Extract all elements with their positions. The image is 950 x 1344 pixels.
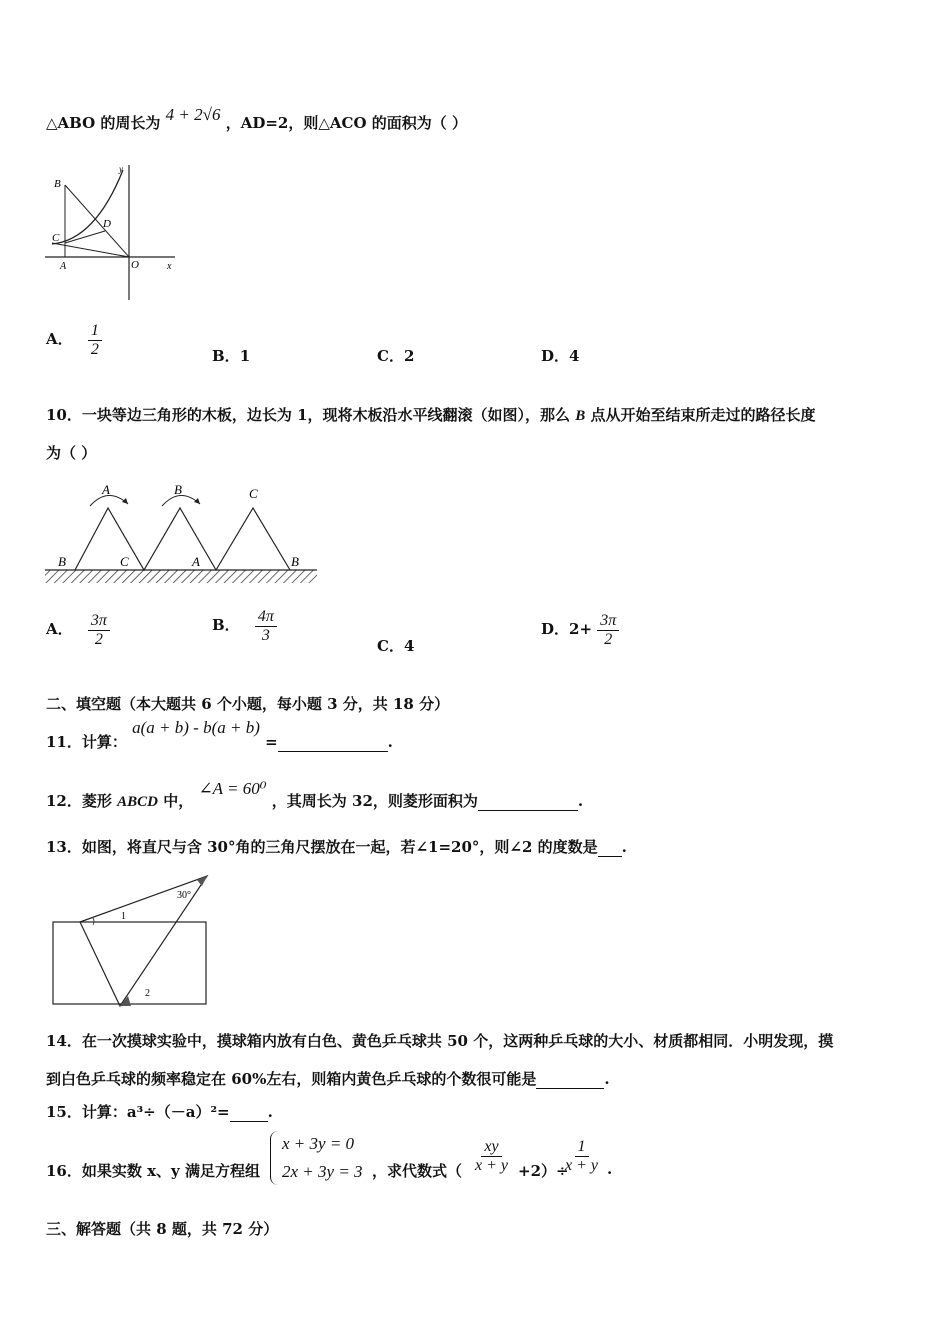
numerator: 3π (597, 612, 619, 631)
triangle-peaks (75, 508, 290, 570)
q9-suffix: ，AD=2，则△ACO 的面积为（ ） (225, 114, 467, 132)
q16-fraction-2 (562, 1138, 601, 1174)
option-label: C． (377, 347, 404, 365)
q10-option-b[interactable] (212, 608, 277, 644)
option-label: A． (46, 620, 73, 639)
denominator: 2 (90, 340, 99, 358)
option-label: B． (212, 347, 240, 365)
numerator: 3π (88, 612, 110, 631)
label-angle-1: 1 (121, 911, 126, 922)
roll-arrow-1 (90, 495, 128, 506)
q16-eq2: 2x + 3y = 3 (282, 1162, 363, 1181)
q16-fraction-1 (472, 1138, 511, 1174)
fraction (597, 612, 619, 648)
q12 (46, 778, 584, 810)
q12-end: . (577, 792, 584, 810)
answer-blank[interactable] (478, 796, 578, 811)
label-top-c: C (249, 486, 258, 501)
arrow-head-1 (122, 498, 128, 504)
option-label: D． (541, 620, 570, 639)
q9-prefix: △ABO 的周长为 (46, 114, 161, 132)
q12-text: 中， (157, 792, 194, 810)
q9-option-b[interactable] (212, 345, 250, 366)
option-value: 4 (403, 637, 415, 655)
hyperbola-curve (52, 170, 123, 244)
q11-expression: a(a + b) - b(a + b) (132, 718, 260, 737)
q10-option-d[interactable] (541, 612, 619, 648)
fraction (88, 322, 102, 358)
segment-cd (65, 231, 105, 243)
q10-text: 10．一块等边三角形的木板，边长为 1，现将木板沿水平线翻滚（如图），那么 (46, 406, 576, 424)
q13-figure (45, 870, 215, 1012)
q14-line2 (46, 1068, 610, 1089)
option-label: B． (212, 616, 240, 635)
q13-end: . (621, 838, 627, 856)
q10-option-a[interactable] (46, 612, 110, 648)
q13-text: 13．如图，将直尺与含 30°角的三角尺摆放在一起，若∠1=20°，则∠2 的度数是 (46, 838, 598, 856)
label-o: O (131, 259, 139, 271)
system-brace (270, 1131, 281, 1185)
q14-line1: 14．在一次摸球实验中，摸球箱内放有白色、黄色乒乓球共 50 个，这两种乒乓球的大小、材质都相同．小明发现，摸 (46, 1032, 834, 1050)
q16-plus: +2）÷ (518, 1162, 569, 1180)
label-c: C (52, 232, 60, 244)
q15-end: . (267, 1103, 273, 1121)
q9-stem (46, 105, 467, 133)
denominator: 2 (94, 630, 103, 648)
q10-var-b: B (575, 408, 586, 424)
q10-option-c[interactable] (377, 635, 414, 656)
arrow-head-2 (194, 498, 200, 504)
answer-blank[interactable] (536, 1074, 604, 1089)
label-a: A (60, 261, 67, 272)
q14-end: . (604, 1070, 610, 1088)
q15-text: 15．计算：a³÷（－a）²= (46, 1103, 230, 1121)
q12-var: ABCD (117, 794, 158, 810)
ground-hatch (45, 570, 317, 583)
q10-line2: 为（ ） (46, 444, 97, 462)
q10-line1 (46, 404, 816, 425)
denominator: 2 (604, 630, 613, 648)
denominator: 3 (261, 626, 270, 644)
label-30-degree: 30° (177, 890, 191, 901)
q12-angle: ∠A = 60⁰ (198, 779, 267, 798)
q9-perimeter: 4 + 2√6 (165, 105, 221, 124)
fraction (562, 1138, 601, 1174)
label-b: B (54, 178, 61, 190)
label-top-a: A (102, 482, 110, 497)
section-2-heading: 二、填空题（本大题共 6 个小题，每小题 3 分，共 18 分） (46, 695, 450, 713)
numerator: 1 (575, 1138, 589, 1157)
label-bottom-a: A (192, 554, 200, 569)
numerator: 4π (255, 608, 277, 627)
option-prefix: 2+ (569, 620, 593, 639)
answer-blank[interactable] (598, 842, 622, 857)
option-label: A． (46, 330, 73, 349)
label-angle-2: 2 (145, 988, 150, 999)
label-y: y (119, 164, 123, 174)
q11-label: 11．计算： (46, 733, 127, 751)
q11-equals: = (265, 733, 278, 751)
fraction (472, 1138, 511, 1174)
denominator: x + y (475, 1156, 508, 1174)
q15 (46, 1101, 273, 1122)
q10-figure (40, 478, 325, 593)
option-label: C． (377, 637, 404, 655)
q12-text: 12．菱形 (46, 792, 118, 810)
q9-option-c[interactable] (377, 345, 414, 366)
q16-mid: ，求代数式（ (372, 1162, 463, 1180)
denominator: x + y (565, 1156, 598, 1174)
q11-end: . (387, 733, 393, 751)
q13 (46, 836, 627, 857)
q9-option-a[interactable] (46, 322, 102, 358)
numerator: xy (481, 1138, 501, 1157)
q16-eq1: x + 3y = 0 (282, 1134, 355, 1153)
fraction (255, 608, 277, 644)
label-top-b: B (174, 482, 182, 497)
answer-blank[interactable] (278, 737, 388, 752)
q10-text: 点从开始至结束所走过的路径长度 (585, 406, 816, 424)
q11 (46, 717, 393, 751)
roll-arrow-2 (162, 495, 200, 506)
q16-end: . (607, 1160, 613, 1178)
option-value: 2 (403, 347, 415, 365)
q16-label: 16．如果实数 x、y 满足方程组 (46, 1162, 260, 1180)
numerator: 1 (88, 322, 102, 341)
q12-text: ，其周长为 32，则菱形面积为 (271, 792, 478, 810)
option-value: 1 (239, 347, 251, 365)
fraction (88, 612, 110, 648)
label-bottom-c: C (120, 554, 129, 569)
segment-co (52, 243, 129, 257)
label-bottom-b2: B (291, 554, 299, 569)
option-value: 4 (569, 347, 580, 365)
q9-option-d[interactable] (541, 345, 579, 366)
q9-figure (40, 160, 190, 305)
label-bottom-b1: B (58, 554, 66, 569)
segment-bo (65, 185, 129, 257)
option-label: D． (541, 347, 570, 365)
label-x: x (167, 261, 172, 272)
q14-text: 到白色乒乓球的频率稳定在 60%左右，则箱内黄色乒乓球的个数很可能是 (46, 1070, 537, 1088)
answer-blank[interactable] (230, 1107, 268, 1122)
label-d: D (103, 218, 111, 230)
section-3-heading: 三、解答题（共 8 题，共 72 分） (46, 1220, 279, 1238)
